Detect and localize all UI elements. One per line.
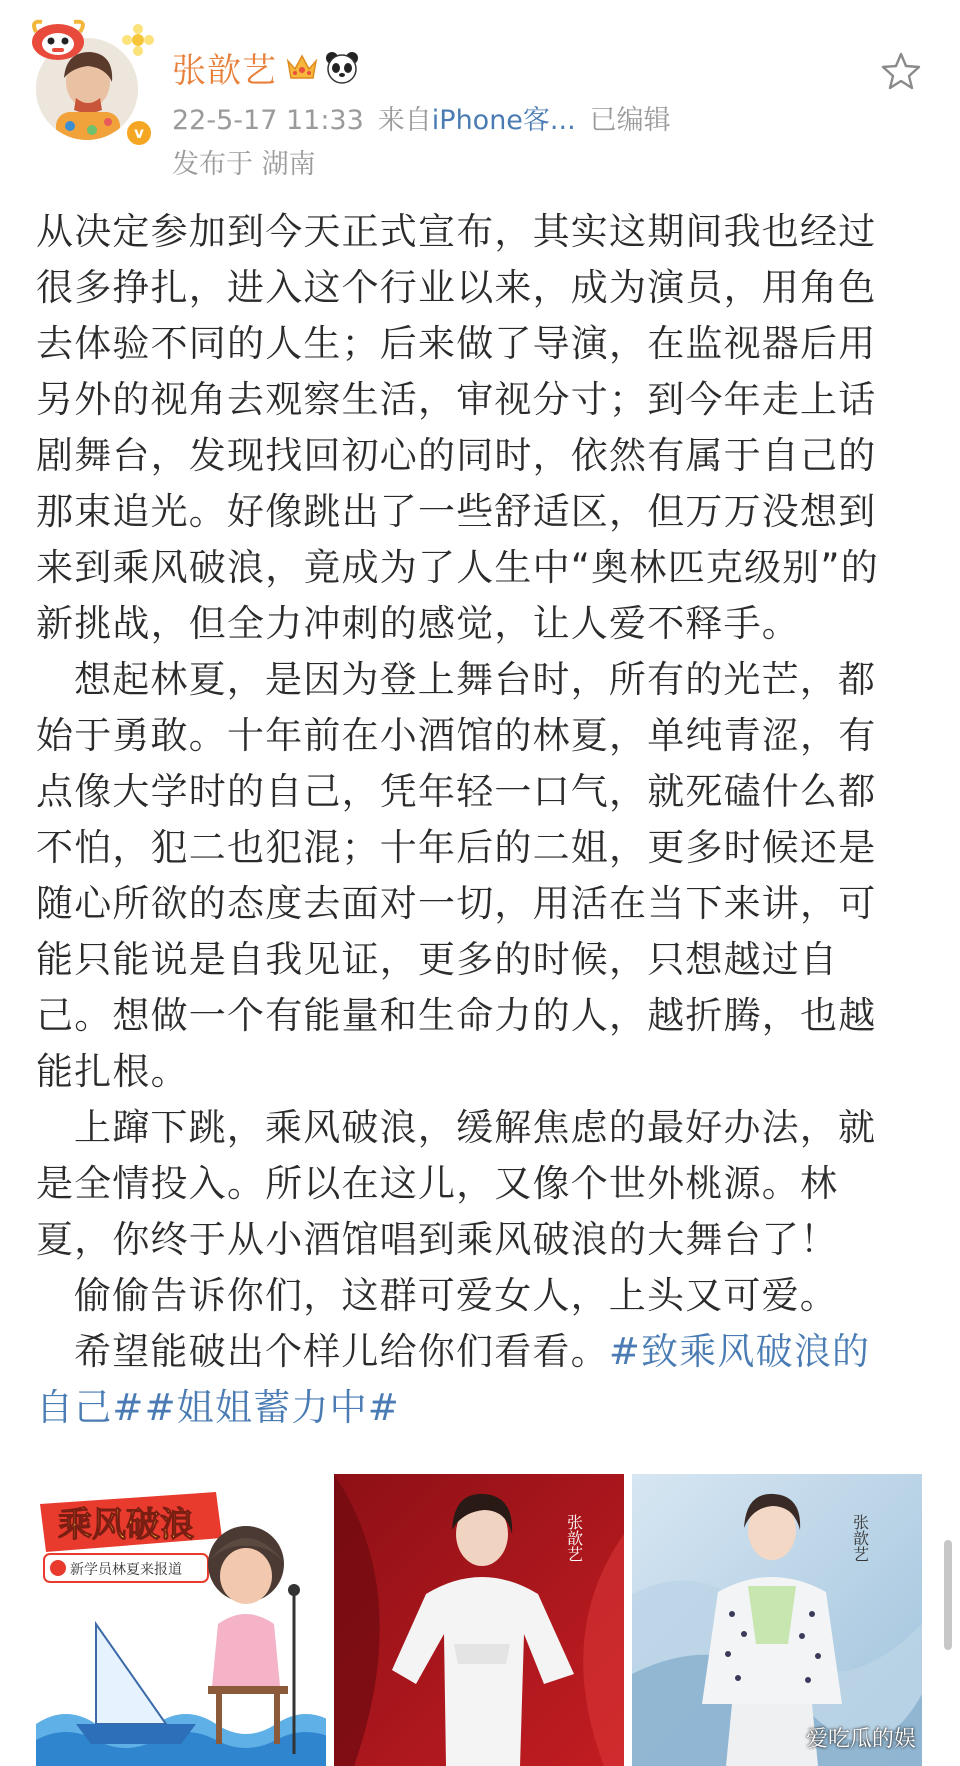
content-line: 那束追光。好像跳出了一些舒适区，但万万没想到 bbox=[36, 490, 877, 533]
content-line bbox=[36, 1380, 926, 1436]
content-line: 不怕，犯二也犯混；十年后的二姐，更多时候还是 bbox=[36, 826, 877, 869]
content-line: 来到乘风破浪，竟成为了人生中“奥林匹克级别”的 bbox=[36, 546, 879, 589]
watermark: 爱吃瓜的娱 bbox=[806, 1727, 917, 1752]
post-timestamp: 22-5-17 11:33 bbox=[172, 105, 364, 136]
image-grid bbox=[36, 1474, 922, 1766]
hashtag-link[interactable]: 自己# bbox=[36, 1386, 145, 1429]
content-line: 偷偷告诉你们，这群可爱女人，上头又可爱。 bbox=[74, 1274, 838, 1317]
lion-decoration-icon bbox=[28, 14, 92, 62]
flower-decoration-icon bbox=[120, 22, 156, 58]
username-row bbox=[172, 42, 359, 92]
post-meta bbox=[172, 98, 671, 137]
avatar-wrap[interactable] bbox=[28, 14, 146, 140]
edited-label: 已编辑 bbox=[589, 105, 671, 136]
content-line: 夏，你终于从小酒馆唱到乘风破浪的大舞台了！ bbox=[36, 1218, 839, 1261]
verified-v-icon: v bbox=[124, 118, 154, 148]
content-line: 去体验不同的人生；后来做了导演，在监视器后用 bbox=[36, 322, 877, 365]
post-location: 发布于 湖南 bbox=[172, 149, 316, 180]
content-text: 希望能破出个样儿给你们看看。 bbox=[74, 1330, 609, 1373]
content-line: 己。想做一个有能量和生命力的人，越折腾，也越 bbox=[36, 994, 877, 1037]
content-line: 想起林夏，是因为登上舞台时，所有的光芒，都 bbox=[74, 658, 877, 701]
image2-name: 张歆艺 bbox=[564, 1514, 584, 1562]
panda-icon[interactable] bbox=[325, 50, 359, 84]
star-icon[interactable] bbox=[880, 50, 922, 92]
content-line: 能只能说是自我见证，更多的时候，只想越过自 bbox=[36, 938, 839, 981]
image-thumbnail-2[interactable] bbox=[334, 1474, 624, 1766]
post-content bbox=[36, 204, 926, 1436]
from-label: 来自 bbox=[377, 105, 432, 136]
content-line: 新挑战，但全力冲刺的感觉，让人爱不释手。 bbox=[36, 602, 800, 645]
hashtag-link[interactable]: #致乘风破浪的 bbox=[608, 1330, 871, 1373]
scrollbar[interactable] bbox=[944, 1540, 952, 1650]
content-line: 点像大学时的自己，凭年轻一口气，就死磕什么都 bbox=[36, 770, 877, 813]
content-line: 剧舞台，发现找回初心的同时，依然有属于自己的 bbox=[36, 434, 877, 477]
username[interactable]: 张歆艺 bbox=[172, 50, 277, 91]
image1-subtitle: 新学员林夏来报道 bbox=[70, 1562, 182, 1578]
content-line: 从决定参加到今天正式宣布，其实这期间我也经过 bbox=[36, 210, 877, 253]
device-link[interactable]: iPhone客... bbox=[431, 105, 576, 136]
crown-icon[interactable] bbox=[285, 52, 319, 82]
content-line: 随心所欲的态度去面对一切，用活在当下来讲，可 bbox=[36, 882, 877, 925]
image-thumbnail-1[interactable] bbox=[36, 1474, 326, 1766]
content-line: 始于勇敢。十年前在小酒馆的林夏，单纯青涩，有 bbox=[36, 714, 877, 757]
content-line: 另外的视角去观察生活，审视分寸；到今年走上话 bbox=[36, 378, 877, 421]
hashtag-link[interactable]: #姐姐蓄力中# bbox=[144, 1386, 401, 1429]
image3-name: 张歆艺 bbox=[850, 1514, 870, 1562]
content-line bbox=[36, 1324, 926, 1380]
content-line: 上蹿下跳，乘风破浪，缓解焦虑的最好办法，就 bbox=[74, 1106, 877, 1149]
content-line: 很多挣扎，进入这个行业以来，成为演员，用角色 bbox=[36, 266, 877, 309]
content-line: 是全情投入。所以在这儿，又像个世外桃源。林 bbox=[36, 1162, 839, 1205]
image1-title: 乘风破浪 bbox=[58, 1505, 194, 1545]
content-line: 能扎根。 bbox=[36, 1050, 189, 1093]
